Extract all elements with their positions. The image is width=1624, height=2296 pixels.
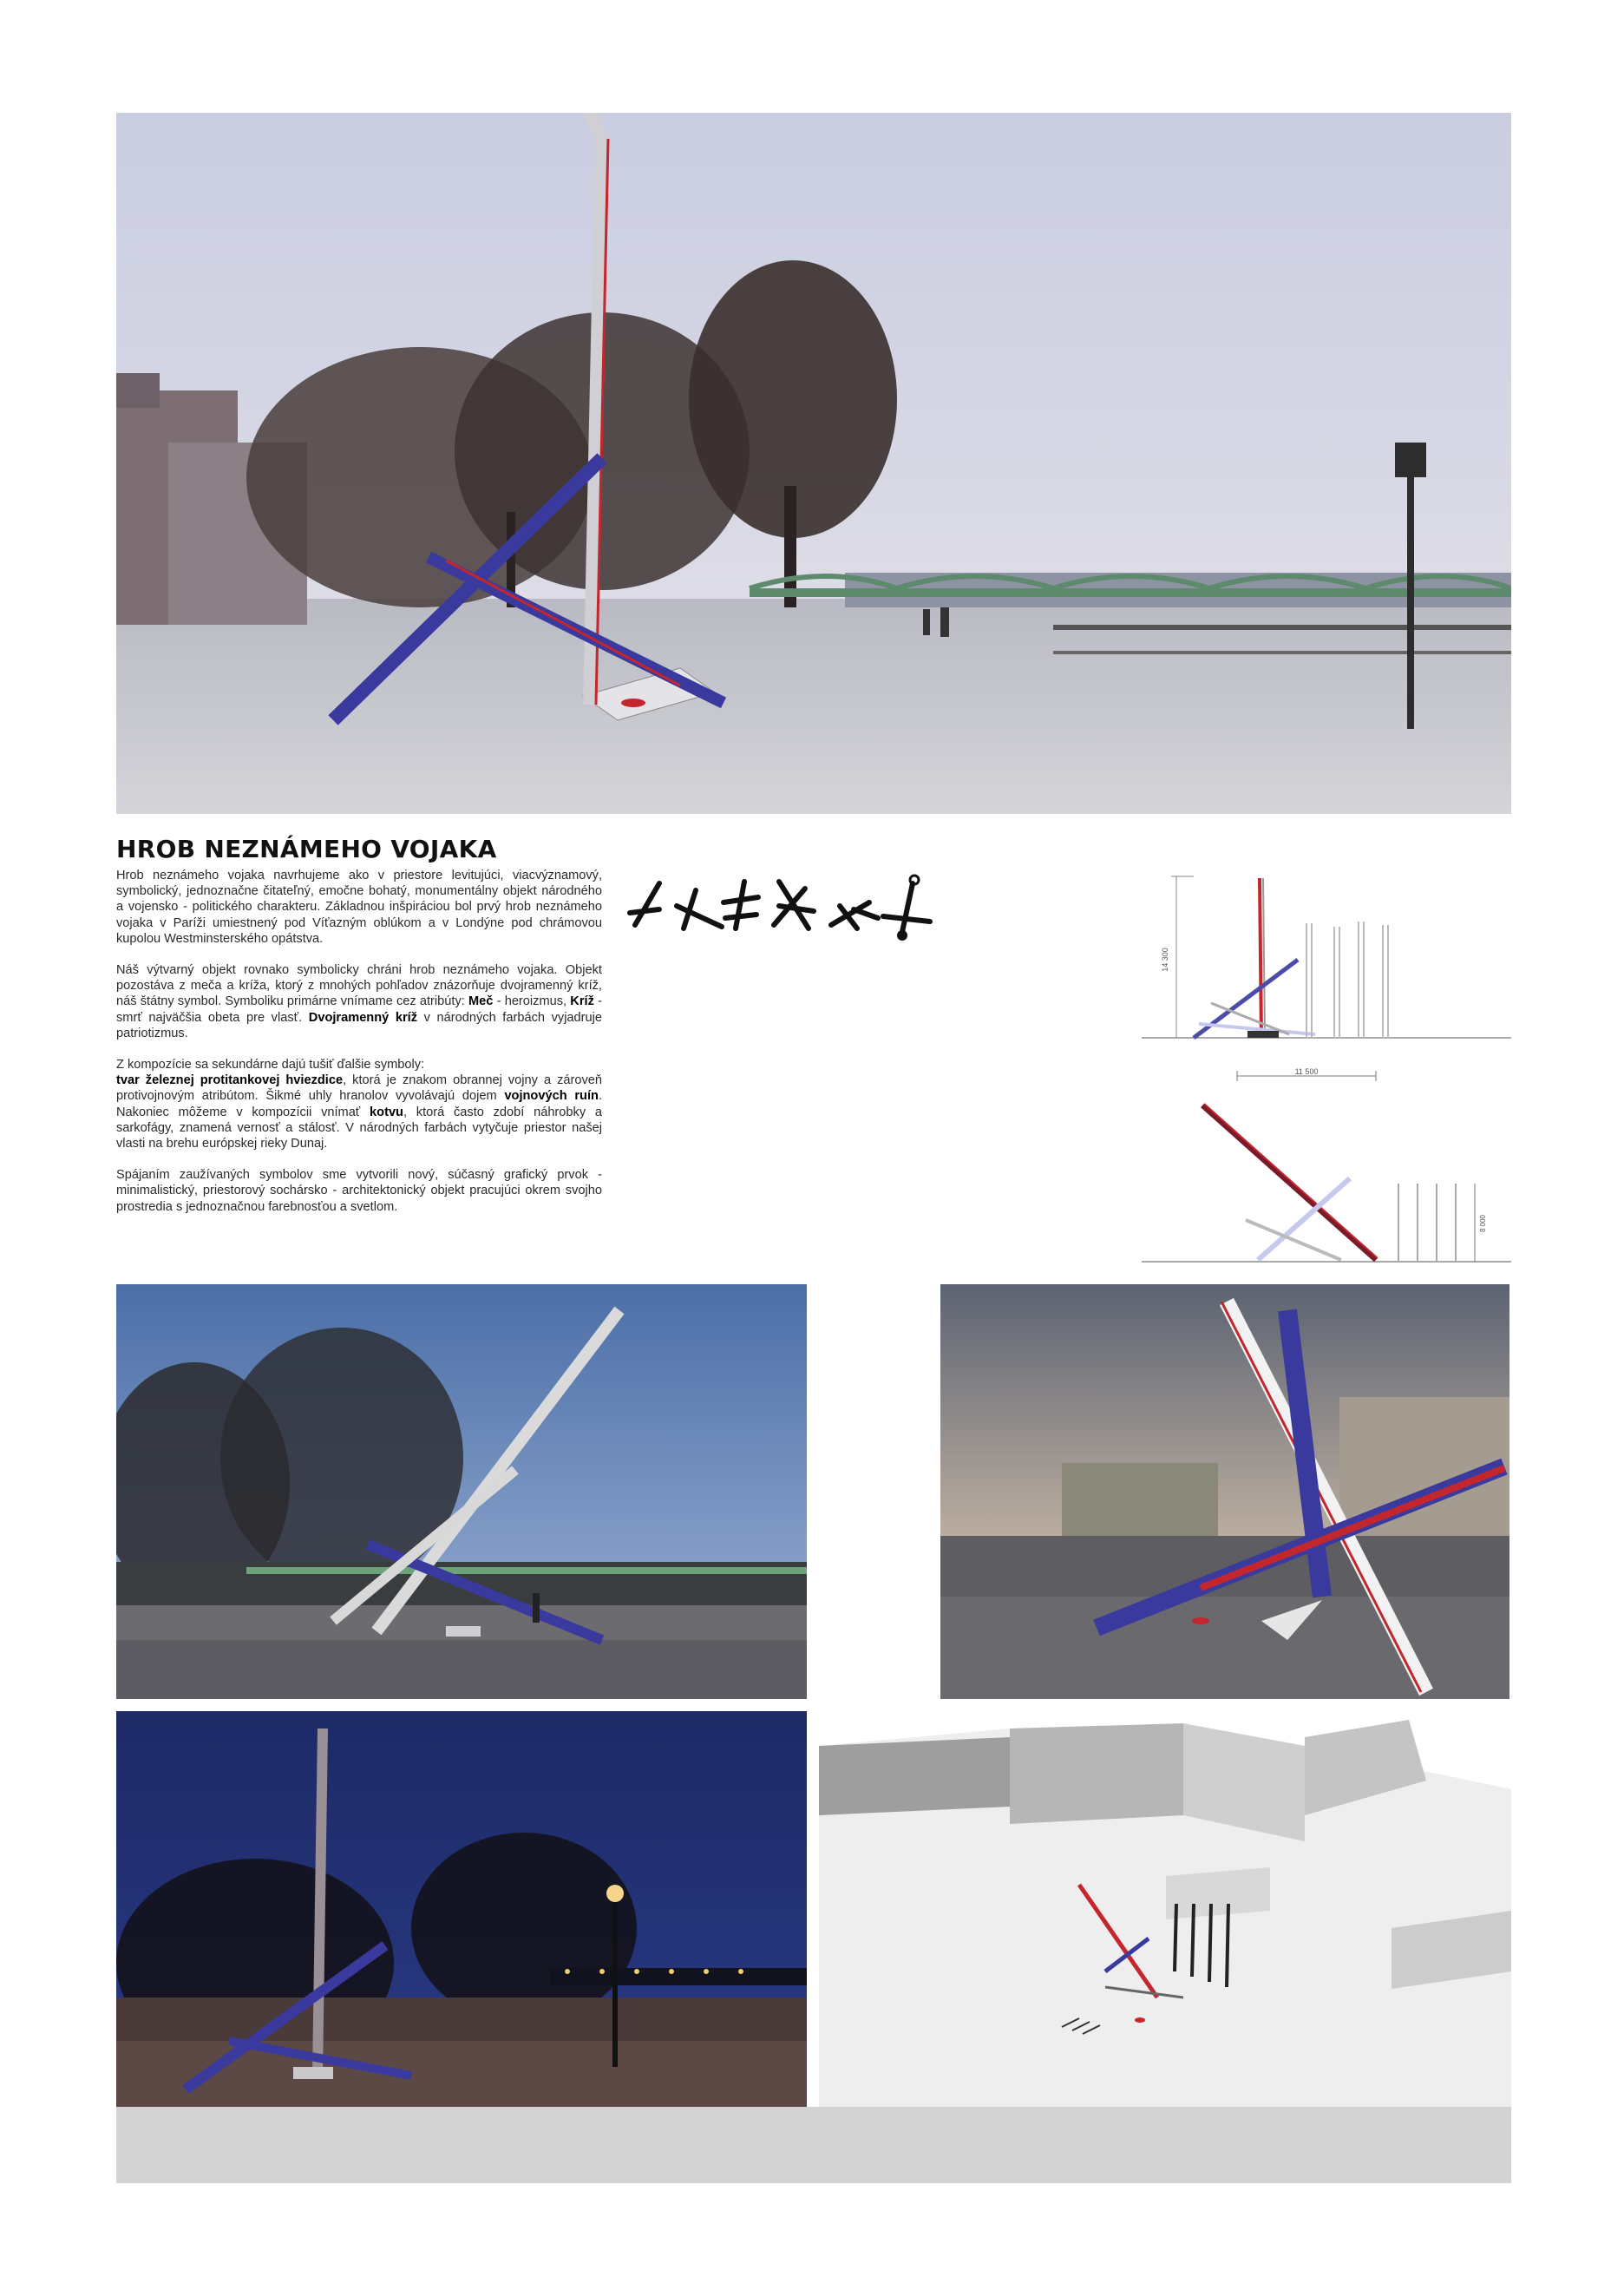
hero-photo-riverside-monument bbox=[116, 113, 1511, 814]
render-3d-site-model bbox=[819, 1711, 1511, 2107]
plan-drawing bbox=[1142, 1067, 1511, 1267]
elevation-drawing bbox=[1142, 864, 1511, 1046]
plan-width-dimension-label: 11 500 bbox=[1294, 1067, 1319, 1076]
term-anchor: kotvu bbox=[370, 1105, 403, 1119]
symbol-sketches-icon bbox=[626, 871, 949, 949]
paragraph-secondary-symbols: Z kompozície sa sekundárne dajú tušiť ďalšie symboly: tvar železnej protitankovej hviezdice, ktorá je znakom obrannej vojny a zároveň protivojnovým atribútom. Šikmé uhly hranolov vyvolávajú dojem vojnových ruín. Nakoniec môžeme v kompozícii vnímať kotvu, ktorá často zdobí náhrobky a sarkofágy, znamená vernosť a stálosť. V národných farbách vytyčuje priestor našej vlasti na brehu európskej rieky Dunaj. bbox=[116, 1058, 603, 1151]
paragraph-conclusion: Spájaním zaužívaných symbolov sme vytvorili nový, súčasný grafický prvok - minimalistický, priestorový sochársko - architektonický objekt pracujúci okrem svojho prostredia s jednoznačnou farebnosťou a svetlom. bbox=[116, 1168, 602, 1214]
elevation-dimension-label: 14 300 bbox=[1161, 948, 1169, 972]
term-sword: Meč bbox=[468, 994, 494, 1009]
term-war-ruins: vojnových ruín bbox=[504, 1089, 599, 1104]
paragraph-intro: Hrob neznámeho vojaka navrhujeme ako v priestore levitujúci, viacvýznamový, symbolický, jednoznačne čitateľný, emočne bohatý, monumentálny objekt národného a vojensko - politického charakteru. Základnou inšpiráciou bol prvý hrob neznámeho vojaka v Paríži umiestnený pod Víťazným oblúkom a v Londýne pod chrámovou kupolou Westminsterského opátstva. bbox=[116, 869, 602, 946]
photo-square-dusk bbox=[940, 1284, 1509, 1699]
paragraph-symbolism: Náš výtvarný objekt rovnako symbolicky chráni hrob neznámeho vojaka. Objekt pozostáva z meča a kríža, ktorý z mnohých pohľadov znázorňuje dvojramenný kríž, náš štátny symbol. Symboliku primárne vnímame cez atribúty: Meč - heroizmus, Kríž - smrť najväčšia obeta pre vlasť. Dvojramenný kríž v národných farbách vyjadruje patriotizmus. bbox=[116, 963, 603, 1040]
page-title: HROB NEZNÁMEHO VOJAKA bbox=[116, 835, 497, 863]
plan-height-dimension-label: 8 000 bbox=[1479, 1214, 1487, 1233]
photo-evening-riverside bbox=[116, 1284, 807, 1699]
description-text bbox=[116, 868, 602, 1230]
photo-night-view bbox=[116, 1711, 807, 2107]
term-double-cross: Dvojramenný kríž bbox=[308, 1010, 418, 1025]
term-cross: Kríž bbox=[570, 994, 594, 1009]
footer-bar bbox=[116, 2107, 1511, 2183]
term-hedgehog: tvar železnej protitankovej hviezdice bbox=[116, 1073, 344, 1088]
